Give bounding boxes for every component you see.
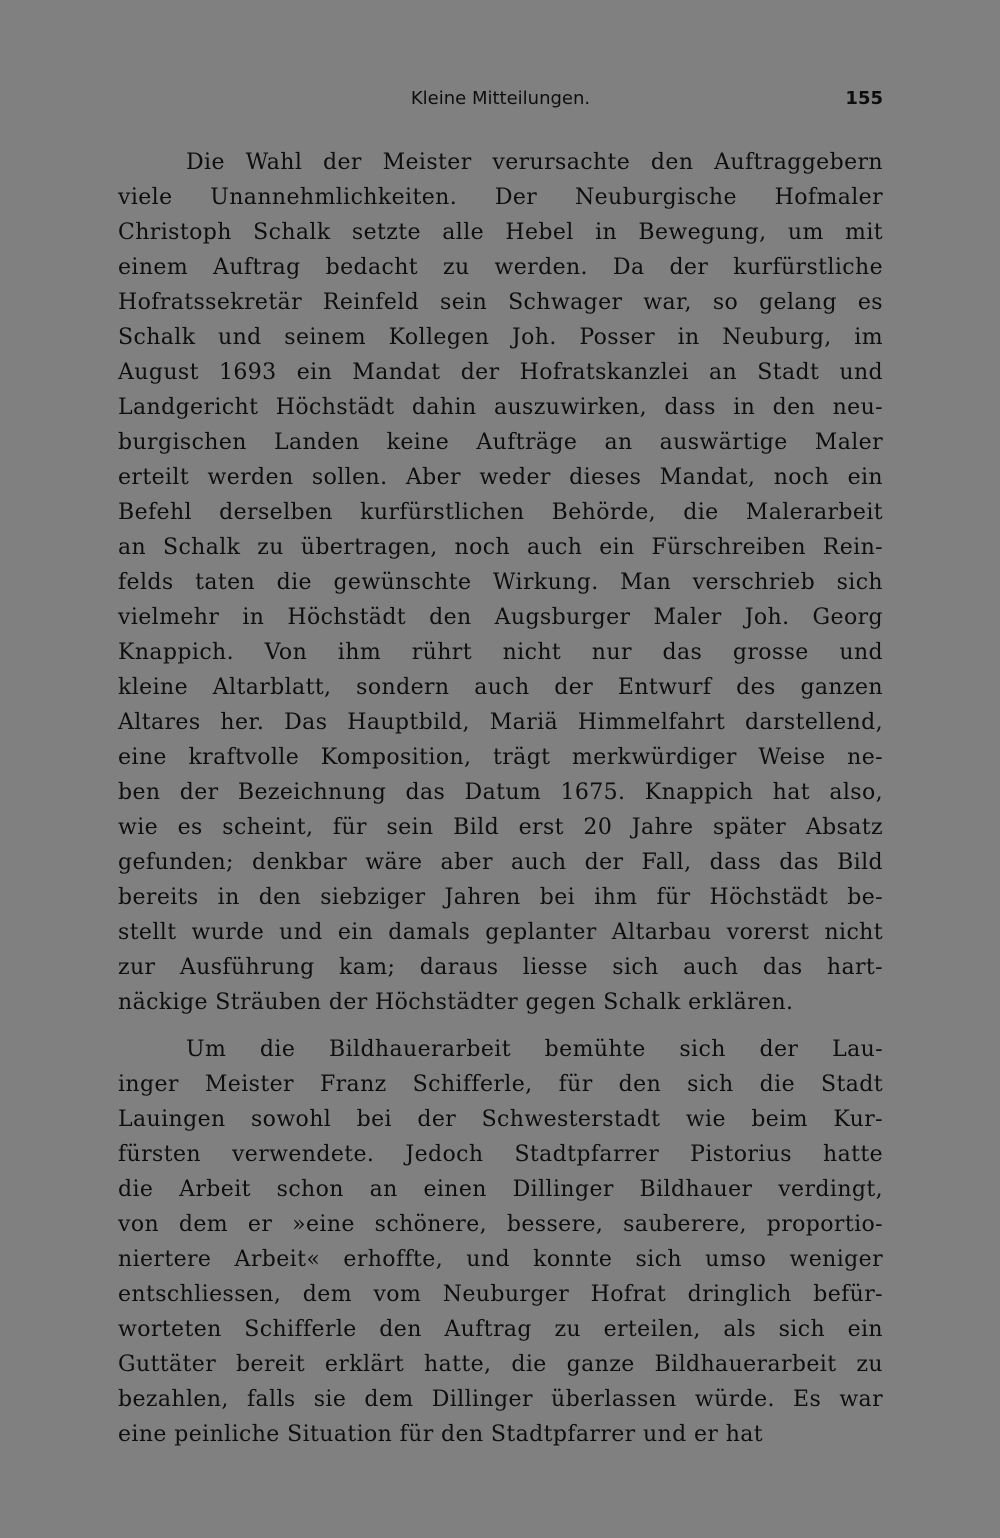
text-line: von dem er »eine schönere, bessere, sauberere, proportio- xyxy=(118,1212,883,1237)
text-line: an Schalk zu übertragen, noch auch ein Fürschreiben Rein- xyxy=(118,535,883,560)
text-line: Die Wahl der Meister verursachte den Auftraggebern xyxy=(186,150,883,175)
text-line: viele Unannehmlichkeiten. Der Neuburgische Hofmaler xyxy=(118,185,883,210)
text-line: näckige Sträuben der Höchstädter gegen Schalk erklären. xyxy=(118,990,794,1015)
text-line: bereits in den siebziger Jahren bei ihm für Höchstädt be- xyxy=(118,885,883,910)
text-line: wie es scheint, für sein Bild erst 20 Jahre später Absatz xyxy=(118,815,883,840)
text-line: Um die Bildhauerarbeit bemühte sich der Lau- xyxy=(186,1037,883,1062)
text-line: die Arbeit schon an einen Dillinger Bildhauer verdingt, xyxy=(118,1177,883,1202)
running-title: Kleine Mitteilungen. xyxy=(410,88,591,109)
text-line: eine peinliche Situation für den Stadtpfarrer und er hat xyxy=(118,1422,764,1447)
text-line: erteilt werden sollen. Aber weder dieses Mandat, noch ein xyxy=(118,465,883,490)
text-line: Befehl derselben kurfürstlichen Behörde, die Malerarbeit xyxy=(118,500,883,525)
text-line: inger Meister Franz Schifferle, für den sich die Stadt xyxy=(118,1072,883,1097)
text-line: Altares her. Das Hauptbild, Mariä Himmelfahrt darstellend, xyxy=(118,710,883,735)
text-line: ben der Bezeichnung das Datum 1675. Knappich hat also, xyxy=(118,780,883,805)
text-line: Lauingen sowohl bei der Schwesterstadt wie beim Kur- xyxy=(118,1107,883,1132)
text-line: eine kraftvolle Komposition, trägt merkwürdiger Weise ne- xyxy=(118,745,883,770)
text-line: bezahlen, falls sie dem Dillinger überlassen würde. Es war xyxy=(118,1387,883,1412)
text-line: vielmehr in Höchstädt den Augsburger Maler Joh. Georg xyxy=(118,605,883,630)
text-line: fürsten verwendete. Jedoch Stadtpfarrer Pistorius hatte xyxy=(118,1142,883,1167)
text-line: niertere Arbeit« erhoffte, und konnte sich umso weniger xyxy=(118,1247,883,1272)
text-line: burgischen Landen keine Aufträge an auswärtige Maler xyxy=(118,430,883,455)
text-line: kleine Altarblatt, sondern auch der Entwurf des ganzen xyxy=(118,675,883,700)
text-line: August 1693 ein Mandat der Hofratskanzlei an Stadt und xyxy=(118,360,883,385)
page-number: 155 xyxy=(845,88,883,109)
text-line: entschliessen, dem vom Neuburger Hofrat dringlich befür- xyxy=(118,1282,883,1307)
text-line: Hofratssekretär Reinfeld sein Schwager war, so gelang es xyxy=(118,290,883,315)
text-line: Knappich. Von ihm rührt nicht nur das grosse und xyxy=(118,640,883,665)
text-line: zur Ausführung kam; daraus liesse sich auch das hart- xyxy=(118,955,883,980)
text-line: einem Auftrag bedacht zu werden. Da der kurfürstliche xyxy=(118,255,883,280)
text-line: gefunden; denkbar wäre aber auch der Fall, dass das Bild xyxy=(118,850,883,875)
text-line: Guttäter bereit erklärt hatte, die ganze Bildhauerarbeit zu xyxy=(118,1352,883,1377)
text-line: Christoph Schalk setzte alle Hebel in Bewegung, um mit xyxy=(118,220,883,245)
text-line: Landgericht Höchstädt dahin auszuwirken, dass in den neu- xyxy=(118,395,883,420)
page-header xyxy=(118,88,883,118)
text-line: felds taten die gewünschte Wirkung. Man verschrieb sich xyxy=(118,570,883,595)
text-line: Schalk und seinem Kollegen Joh. Posser in Neuburg, im xyxy=(118,325,883,350)
text-line: stellt wurde und ein damals geplanter Altarbau vorerst nicht xyxy=(118,920,883,945)
paragraph xyxy=(118,145,883,1020)
body-text xyxy=(118,145,883,1452)
paragraph xyxy=(118,1032,883,1452)
text-line: worteten Schifferle den Auftrag zu erteilen, als sich ein xyxy=(118,1317,883,1342)
